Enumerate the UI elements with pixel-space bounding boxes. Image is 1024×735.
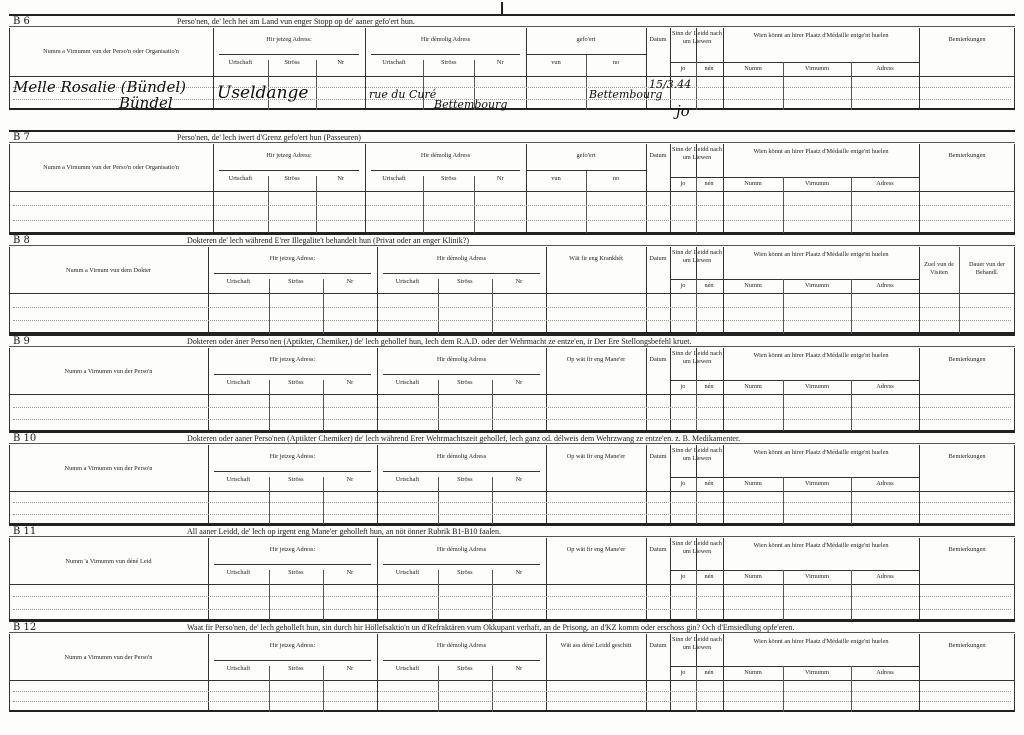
numm-label: Numm xyxy=(744,180,762,187)
datum-label: Datum xyxy=(649,36,667,43)
header-bottom-line xyxy=(9,491,1015,492)
name-column-label: Numm a Virnumm vun der Perso'n xyxy=(64,465,153,472)
nr-label: Nr xyxy=(337,175,344,182)
section-header xyxy=(9,334,1015,347)
former-address-label: Hir démolig Adress xyxy=(436,546,487,553)
subheader-line xyxy=(214,374,371,375)
extra-column-label: Op wät fir eng Mane'er xyxy=(566,453,626,460)
nen-label: nén xyxy=(704,180,714,187)
section-code: B 10 xyxy=(13,433,37,444)
section-header xyxy=(9,233,1015,246)
subheader-line xyxy=(383,273,540,274)
address-divider xyxy=(316,60,317,110)
extra-column-label: Op wät fir eng Mane'er xyxy=(566,356,626,363)
urtschaft-label: Urtschaft xyxy=(226,569,251,576)
address-divider xyxy=(438,666,439,712)
nr-label: Nr xyxy=(515,569,523,576)
adress-label: Adress xyxy=(876,383,894,390)
stross-label: Ströss xyxy=(288,379,304,386)
adress-label: Adress xyxy=(876,282,894,289)
column-divider xyxy=(546,538,547,619)
name-column-label: Numm a Virnumm vun der Perso'n xyxy=(64,654,153,661)
nr-label: Nr xyxy=(496,175,504,182)
jo-label: jo xyxy=(680,669,686,676)
current-address-label: Hir jetzeg Adress: xyxy=(269,356,316,363)
virnumm-label: Virnumm xyxy=(804,669,830,676)
extra-column-label: Op wät fir eng Mane'er xyxy=(566,546,626,553)
form-sheet xyxy=(9,0,1015,735)
urtschaft-label: Urtschaft xyxy=(395,278,420,285)
medaille-subline xyxy=(723,477,919,478)
datum-label: Datum xyxy=(649,152,667,159)
medaille-subline xyxy=(723,666,919,667)
section-grid xyxy=(9,634,1015,712)
section-grid xyxy=(9,144,1015,234)
header-bottom-line xyxy=(9,293,1015,294)
column-divider xyxy=(546,634,547,710)
nen-label: nén xyxy=(704,480,714,487)
urtschaft-label: Urtschaft xyxy=(228,59,253,66)
stross-label: Ströss xyxy=(457,569,473,576)
row-dotted-line xyxy=(13,609,1011,610)
left-border xyxy=(9,445,10,523)
left-border xyxy=(9,28,10,108)
section-grid xyxy=(9,247,1015,334)
sinn-leidd-label: Sinn de' Leidd nach um Liewen xyxy=(672,540,722,555)
no-label: no xyxy=(612,175,620,182)
address-divider xyxy=(323,477,324,525)
stross-label: Ströss xyxy=(457,476,473,483)
stross-label: Ströss xyxy=(457,665,473,672)
address-divider xyxy=(269,380,270,432)
nen-label: nén xyxy=(704,383,714,390)
handwritten-current-city: Useldange xyxy=(217,83,309,103)
nr-label: Nr xyxy=(346,379,354,386)
urtschaft-label: Urtschaft xyxy=(226,665,251,672)
virnumm-label: Virnumm xyxy=(804,573,830,580)
subheader-line xyxy=(214,273,371,274)
nr-label: Nr xyxy=(346,569,354,576)
handwritten-former-street: rue du Curé xyxy=(369,88,437,101)
geforet-label: gefo'ert xyxy=(576,36,596,43)
urtschaft-label: Urtschaft xyxy=(226,476,251,483)
medaille-subline xyxy=(723,177,919,178)
left-border xyxy=(9,247,10,332)
section-b6 xyxy=(9,14,1015,120)
numm-label: Numm xyxy=(744,383,762,390)
section-title: Waat fir Perso'nen, de' lech geholleft hun, sin durch hir Höllefsaktio'n un d'Refraktären vum Okkupant verhaft, an de Prisong, an d'KZ komm oder erschoss gin? Och d'Emsiedlung opfe'eren. xyxy=(187,623,795,632)
section-title: Dokteren oder aaner Perso'nen (Aptikter Chemiker) de' lech während Erer Wehrmachtszeit gehollef, lech ganz od. délweis dem Wehrzwang ze entze'en. z. B. Medikamenter. xyxy=(187,434,741,443)
jo-label: jo xyxy=(680,282,686,289)
handwritten-date: 15/3.44 xyxy=(649,78,692,91)
left-border xyxy=(9,634,10,710)
column-divider xyxy=(546,348,547,430)
column-divider xyxy=(723,144,724,232)
section-header xyxy=(9,14,1015,27)
datum-label: Datum xyxy=(649,642,667,649)
subheader-line xyxy=(371,170,520,171)
nr-label: Nr xyxy=(515,278,523,285)
urtschaft-label: Urtschaft xyxy=(226,379,251,386)
medaille-label: Wien könnt an hirer Plaatz d'Médaille entge'nt huelen xyxy=(753,542,889,549)
adress-label: Adress xyxy=(876,65,894,72)
section-grid xyxy=(9,28,1015,120)
stross-label: Ströss xyxy=(457,379,473,386)
former-address-label: Hir démolig Adress xyxy=(420,152,471,159)
current-address-label: Hir jetzeg Adress: xyxy=(269,255,316,262)
stross-label: Ströss xyxy=(288,278,304,285)
virnumm-label: Virnumm xyxy=(804,480,830,487)
extra-column-label: Wät ass déné Leidd geschitt xyxy=(560,642,632,649)
former-address-label: Hir démolig Adress xyxy=(436,642,487,649)
remarks-label: Bemierkungen xyxy=(948,152,986,159)
section-b10 xyxy=(9,431,1015,525)
subheader-line xyxy=(214,660,371,661)
former-address-label: Hir démolig Adress xyxy=(436,255,487,262)
vun-label: vun xyxy=(551,175,561,182)
medaille-subline xyxy=(723,570,919,571)
left-border xyxy=(9,348,10,430)
nr-label: Nr xyxy=(346,476,354,483)
row-dotted-line xyxy=(13,596,1011,597)
nr-label: Nr xyxy=(515,665,523,672)
jo-label: jo xyxy=(680,573,686,580)
header-bottom-line xyxy=(9,76,1015,77)
visit-count-label: Zuel vun de Visiten xyxy=(923,261,955,276)
name-column-label: Numm a Virnumm vun der Perso'n xyxy=(64,368,153,375)
medaille-label: Wien könnt an hirer Plaatz d'Médaille entge'nt huelen xyxy=(753,449,889,456)
subheader-line xyxy=(214,564,371,565)
nr-label: Nr xyxy=(515,476,523,483)
address-divider xyxy=(492,666,493,712)
numm-label: Numm xyxy=(744,65,762,72)
former-address-label: Hir démolig Adress xyxy=(420,36,471,43)
header-bottom-line xyxy=(9,584,1015,585)
urtschaft-label: Urtschaft xyxy=(395,379,420,386)
medaille-subline xyxy=(723,279,919,280)
nr-label: Nr xyxy=(496,59,504,66)
extra-column-label: Wät fir eng Krankhét xyxy=(569,255,623,262)
virnumm-label: Virnumm xyxy=(804,180,830,187)
medaille-subline xyxy=(723,62,919,63)
section-grid xyxy=(9,348,1015,432)
subheader-line xyxy=(219,54,359,55)
section-header xyxy=(9,620,1015,633)
former-address-label: Hir démolig Adress xyxy=(436,356,487,363)
row-dotted-line xyxy=(13,407,1011,408)
section-header xyxy=(9,130,1015,143)
remarks-label: Bemierkungen xyxy=(948,356,986,363)
top-tick-mark xyxy=(501,2,503,14)
section-title: Dokteren oder äner Perso'nen (Aptikter, Chemiker,) de' lech gehollef hun, Iech dem R.A.D. oder der Wehrmacht ze entze'en, ir Der Ere Stellongsbefehl kruet. xyxy=(187,337,692,346)
datum-label: Datum xyxy=(649,546,667,553)
handwritten-to-place: Bettembourg xyxy=(589,88,663,101)
stross-label: Ströss xyxy=(288,569,304,576)
current-address-label: Hir jetzeg Adress: xyxy=(269,453,316,460)
right-border xyxy=(1014,247,1015,332)
name-column-label: Numm a Virnumm vun der Perso'n oder Organisatio'n xyxy=(43,48,179,55)
address-divider xyxy=(269,666,270,712)
treatment-duration-label: Dauer vun der Behandl. xyxy=(968,261,1006,276)
row-dotted-line xyxy=(13,419,1011,420)
remarks-label: Bemierkungen xyxy=(948,453,986,460)
nr-label: Nr xyxy=(346,278,354,285)
urtschaft-label: Urtschaft xyxy=(228,175,253,182)
section-title: All aaner Leidd, de' lech op irgent eng Mane'er geholleft hun, an nöt önner Rubrik B1-B10 faalen. xyxy=(187,527,501,536)
subheader-line xyxy=(371,54,520,55)
sinn-leidd-label: Sinn de' Leidd nach um Liewen xyxy=(672,249,722,264)
subheader-line xyxy=(219,170,359,171)
stross-label: Ströss xyxy=(441,175,457,182)
virnumm-label: Virnumm xyxy=(804,282,830,289)
handwritten-former-city: Bettembourg xyxy=(434,98,508,111)
section-title: Dokteren de' lech während E'rer Illegalite't behandelt hun (Privat oder an enger Klinik?) xyxy=(187,236,469,245)
handwritten-jo: jo xyxy=(676,102,690,120)
address-divider xyxy=(438,380,439,432)
section-code: B 8 xyxy=(13,235,30,246)
sinn-leidd-label: Sinn de' Leidd nach um Liewen xyxy=(672,447,722,462)
current-address-label: Hir jetzeg Adress: xyxy=(266,36,312,43)
datum-label: Datum xyxy=(649,255,667,262)
handwritten-name-2: Bündel xyxy=(119,94,173,112)
virnumm-label: Virnumm xyxy=(804,65,830,72)
name-column-label: Numm a Virnum vun dem Dokter xyxy=(65,267,152,274)
row-dotted-line xyxy=(13,320,1011,321)
remarks-label: Bemierkungen xyxy=(948,546,986,553)
address-divider xyxy=(492,477,493,525)
row-dotted-line xyxy=(13,220,1011,221)
sinn-leidd-label: Sinn de' Leidd nach um Liewen xyxy=(672,146,722,161)
subheader-line xyxy=(383,564,540,565)
left-border xyxy=(9,538,10,619)
datum-label: Datum xyxy=(649,453,667,460)
current-address-label: Hir jetzeg Adress: xyxy=(266,152,312,159)
header-bottom-line xyxy=(9,394,1015,395)
medaille-label: Wien könnt an hirer Plaatz d'Médaille entge'nt huelen xyxy=(753,638,889,645)
header-bottom-line xyxy=(9,191,1015,192)
section-header xyxy=(9,524,1015,537)
section-code: B 6 xyxy=(13,16,30,27)
nen-label: nén xyxy=(704,573,714,580)
stross-label: Ströss xyxy=(284,175,300,182)
section-b12 xyxy=(9,620,1015,712)
geforet-subline xyxy=(526,54,646,55)
section-b9 xyxy=(9,334,1015,432)
subheader-line xyxy=(383,660,540,661)
address-divider xyxy=(323,380,324,432)
urtschaft-label: Urtschaft xyxy=(395,569,420,576)
section-code: B 11 xyxy=(13,526,37,537)
medaille-label: Wien könnt an hirer Plaatz d'Médaille entge'nt huelen xyxy=(753,32,889,39)
left-border xyxy=(9,144,10,232)
section-title: Perso'nen, de' lech hei am Land vun enger Stopp op de' aaner gefo'ert hun. xyxy=(177,17,415,26)
geforet-label: gefo'ert xyxy=(576,152,596,159)
urtschaft-label: Urtschaft xyxy=(395,665,420,672)
urtschaft-label: Urtschaft xyxy=(226,278,251,285)
virnumm-label: Virnumm xyxy=(804,383,830,390)
adress-label: Adress xyxy=(876,573,894,580)
jo-label: jo xyxy=(680,180,686,187)
address-divider xyxy=(492,380,493,432)
nr-label: Nr xyxy=(515,379,523,386)
nr-label: Nr xyxy=(337,59,344,66)
nr-label: Nr xyxy=(346,665,354,672)
stross-label: Ströss xyxy=(284,59,300,66)
remarks-label: Bemierkungen xyxy=(948,642,986,649)
row-dotted-line xyxy=(13,514,1011,515)
nen-label: nén xyxy=(704,282,714,289)
row-dotted-line xyxy=(13,691,1011,692)
name-column-label: Numm a Virnumm vun der Perso'n oder Organisatio'n xyxy=(43,164,179,171)
medaille-label: Wien könnt an hirer Plaatz d'Médaille entge'nt huelen xyxy=(753,148,889,155)
address-divider xyxy=(438,477,439,525)
section-b11 xyxy=(9,524,1015,621)
remarks-label: Bemierkungen xyxy=(948,36,986,43)
current-address-label: Hir jetzeg Adress: xyxy=(269,642,316,649)
urtschaft-label: Urtschaft xyxy=(395,476,420,483)
datum-label: Datum xyxy=(649,356,667,363)
urtschaft-label: Urtschaft xyxy=(382,175,406,182)
stross-label: Ströss xyxy=(457,278,473,285)
no-label: no xyxy=(612,59,620,66)
section-grid xyxy=(9,538,1015,621)
name-column-label: Numm 'a Virnumm vun déné Leid xyxy=(65,558,152,565)
address-divider xyxy=(423,60,424,110)
stross-label: Ströss xyxy=(288,476,304,483)
stross-label: Ströss xyxy=(441,59,457,66)
row-dotted-line xyxy=(13,205,1011,206)
numm-label: Numm xyxy=(744,669,762,676)
column-divider xyxy=(546,445,547,523)
section-header xyxy=(9,431,1015,444)
sinn-leidd-label: Sinn de' Leidd nach um Liewen xyxy=(672,350,722,365)
adress-label: Adress xyxy=(876,669,894,676)
section-code: B 12 xyxy=(13,622,37,633)
vun-label: vun xyxy=(551,59,561,66)
adress-label: Adress xyxy=(876,480,894,487)
row-dotted-line xyxy=(13,307,1011,308)
section-b7 xyxy=(9,130,1015,234)
jo-label: jo xyxy=(680,65,686,72)
numm-label: Numm xyxy=(744,282,762,289)
subheader-line xyxy=(214,471,371,472)
section-b8 xyxy=(9,233,1015,334)
sinn-leidd-label: Sinn de' Leidd nach um Liewen xyxy=(672,30,722,45)
nen-label: nén xyxy=(704,65,714,72)
section-code: B 9 xyxy=(13,336,30,347)
section-grid xyxy=(9,445,1015,525)
jo-label: jo xyxy=(680,383,686,390)
numm-label: Numm xyxy=(744,573,762,580)
former-address-label: Hir démolig Adress xyxy=(436,453,487,460)
subheader-line xyxy=(383,374,540,375)
handwritten-name: Melle Rosalie (Bündel) xyxy=(13,78,187,96)
numm-label: Numm xyxy=(744,480,762,487)
jo-label: jo xyxy=(680,480,686,487)
medaille-subline xyxy=(723,380,919,381)
address-divider xyxy=(269,477,270,525)
row-dotted-line xyxy=(13,502,1011,503)
urtschaft-label: Urtschaft xyxy=(382,59,406,66)
nen-label: nén xyxy=(704,669,714,676)
medaille-label: Wien könnt an hirer Plaatz d'Médaille entge'nt huelen xyxy=(753,251,889,258)
stross-label: Ströss xyxy=(288,665,304,672)
row-dotted-line xyxy=(13,701,1011,702)
current-address-label: Hir jetzeg Adress: xyxy=(269,546,316,553)
subheader-line xyxy=(383,471,540,472)
adress-label: Adress xyxy=(876,180,894,187)
medaille-label: Wien könnt an hirer Plaatz d'Médaille entge'nt huelen xyxy=(753,352,889,359)
section-code: B 7 xyxy=(13,132,30,143)
header-bottom-line xyxy=(9,680,1015,681)
sinn-leidd-label: Sinn de' Leidd nach um Liewen xyxy=(672,636,722,651)
section-title: Perso'nen, de' lech iwert d'Grenz gefo'ert hun (Passeuren) xyxy=(177,133,361,142)
geforet-subline xyxy=(526,170,646,171)
address-divider xyxy=(323,666,324,712)
